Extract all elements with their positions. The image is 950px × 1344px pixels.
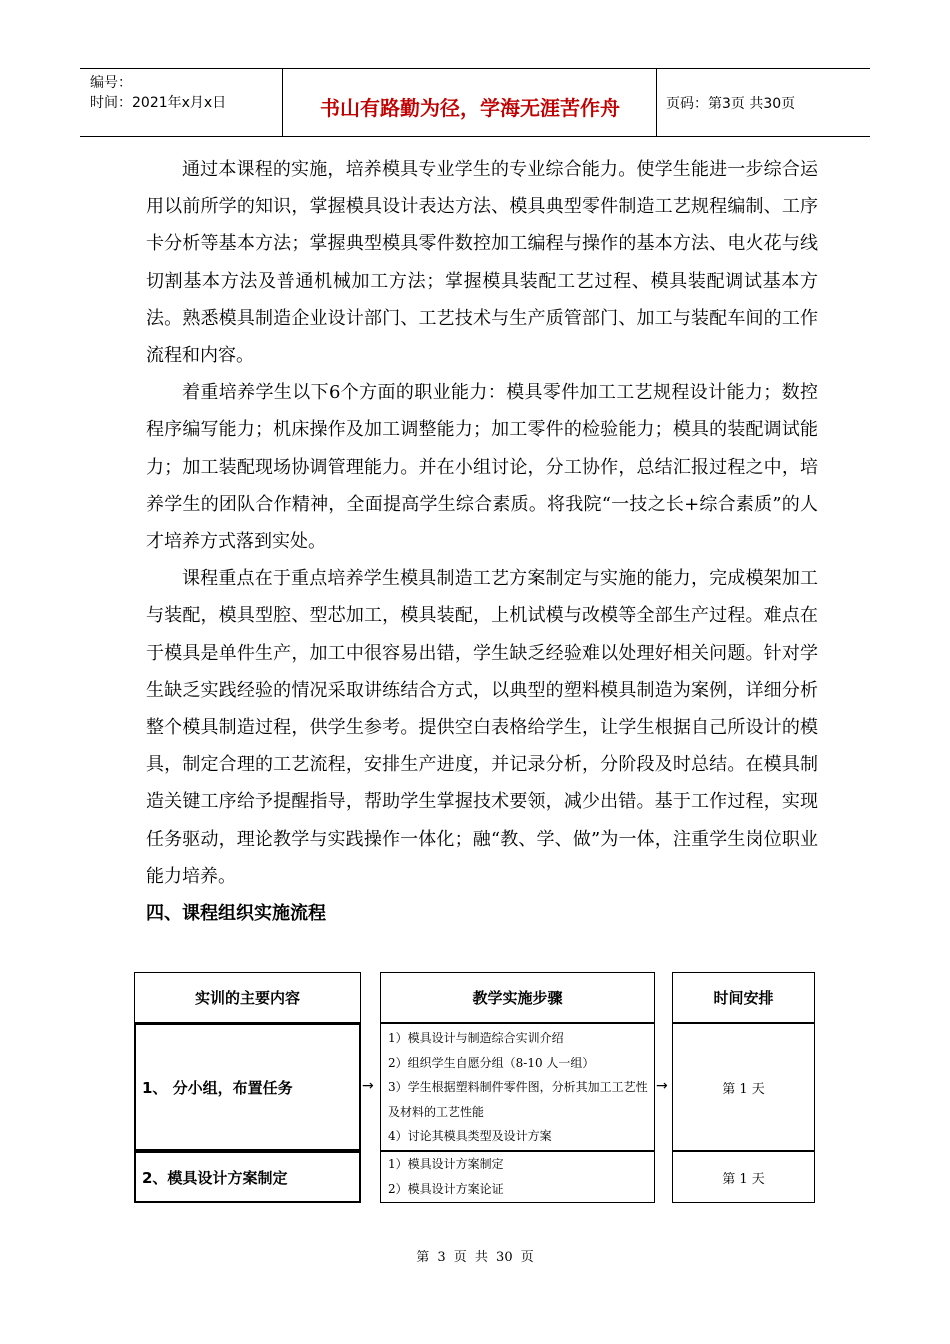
header-meta bbox=[90, 73, 226, 113]
page-header bbox=[80, 68, 870, 137]
time-label: 第 1 天 bbox=[722, 1171, 765, 1187]
paragraph: 着重培养学生以下6个方面的职业能力：模具零件加工工艺规程设计能力；数控程序编写能力；机床操作及加工调整能力；加工零件的检验能力；模具的装配调试能力；加工装配现场协调管理能力。并在小组讨论，分工协作，总结汇报过程之中，培养学生的团队合作精神，全面提高学生综合素质。将我院“一技之长+综合素质”的人才培养方式落到实处。 bbox=[146, 382, 818, 553]
step-item: 1）模具设计方案制定 bbox=[388, 1157, 504, 1171]
page-footer: 第 3 页 共 30 页 bbox=[416, 1250, 534, 1265]
date-label: 时间：2021年x月x日 bbox=[90, 95, 227, 111]
step-item: 4）讨论其模具类型及设计方案 bbox=[388, 1129, 552, 1143]
step-item: 1）模具设计与制造综合实训介绍 bbox=[388, 1031, 564, 1045]
steps-list bbox=[380, 1152, 655, 1201]
number-label: 编号： bbox=[90, 75, 132, 91]
steps-header: 教学实施步骤 bbox=[472, 989, 563, 1007]
task-label: 2、模具设计方案制定 bbox=[142, 1168, 288, 1187]
header-divider bbox=[282, 69, 283, 136]
section-heading: 四、课程组织实施流程 bbox=[146, 903, 326, 925]
paragraph: 通过本课程的实施，培养模具专业学生的专业综合能力。使学生能进一步综合运用以前所学的知识，掌握模具设计表达方法、模具典型零件制造工艺规程编制、工序卡分析等基本方法；掌握典型模具零件数控加工编程与操作的基本方法、电火花与线切割基本方法及普通机械加工方法；掌握模具装配工艺过程、模具装配调试基本方法。熟悉模具制造企业设计部门、工艺技术与生产质管部门、加工与装配车间的工作流程和内容。 bbox=[146, 159, 818, 367]
header-motto: 书山有路勤为径，学海无涯苦作舟 bbox=[320, 96, 620, 120]
header-page-info: 页码：第3页 共30页 bbox=[666, 96, 796, 112]
task-label: 1、 分小组，布置任务 bbox=[142, 1078, 293, 1097]
paragraph: 课程重点在于重点培养学生模具制造工艺方案制定与实施的能力，完成模架加工与装配，模具型腔、型芯加工，模具装配，上机试模与改模等全部生产过程。难点在于模具是单件生产，加工中很容易出错，学生缺乏经验难以处理好相关问题。针对学生缺乏实践经验的情况采取讲练结合方式，以典型的塑料模具制造为案例，详细分析整个模具制造过程，供学生参考。提供空白表格给学生，让学生根据自己所设计的模具，制定合理的工艺流程，安排生产进度，并记录分析，分阶段及时总结。在模具制造关键工序给予提醒指导，帮助学生掌握技术要领，减少出错。基于工作过程，实现任务驱动，理论教学与实践操作一体化；融“教、学、做”为一体，注重学生岗位职业能力培养。 bbox=[146, 568, 818, 887]
time-label: 第 1 天 bbox=[722, 1081, 765, 1097]
step-item: 2）模具设计方案论证 bbox=[388, 1181, 504, 1196]
body-content bbox=[146, 151, 818, 932]
arrow-icon: → bbox=[656, 1078, 668, 1094]
header-divider bbox=[656, 69, 657, 136]
content-header: 实训的主要内容 bbox=[194, 989, 300, 1007]
steps-list bbox=[380, 1026, 655, 1149]
step-item: 2）组织学生自愿分组（8-10 人一组） bbox=[388, 1055, 595, 1070]
step-item: 3）学生根据塑料制件零件图，分析其加工工艺性及材料的工艺性能 bbox=[388, 1080, 648, 1119]
time-header: 时间安排 bbox=[713, 989, 774, 1007]
arrow-icon: → bbox=[362, 1078, 374, 1094]
